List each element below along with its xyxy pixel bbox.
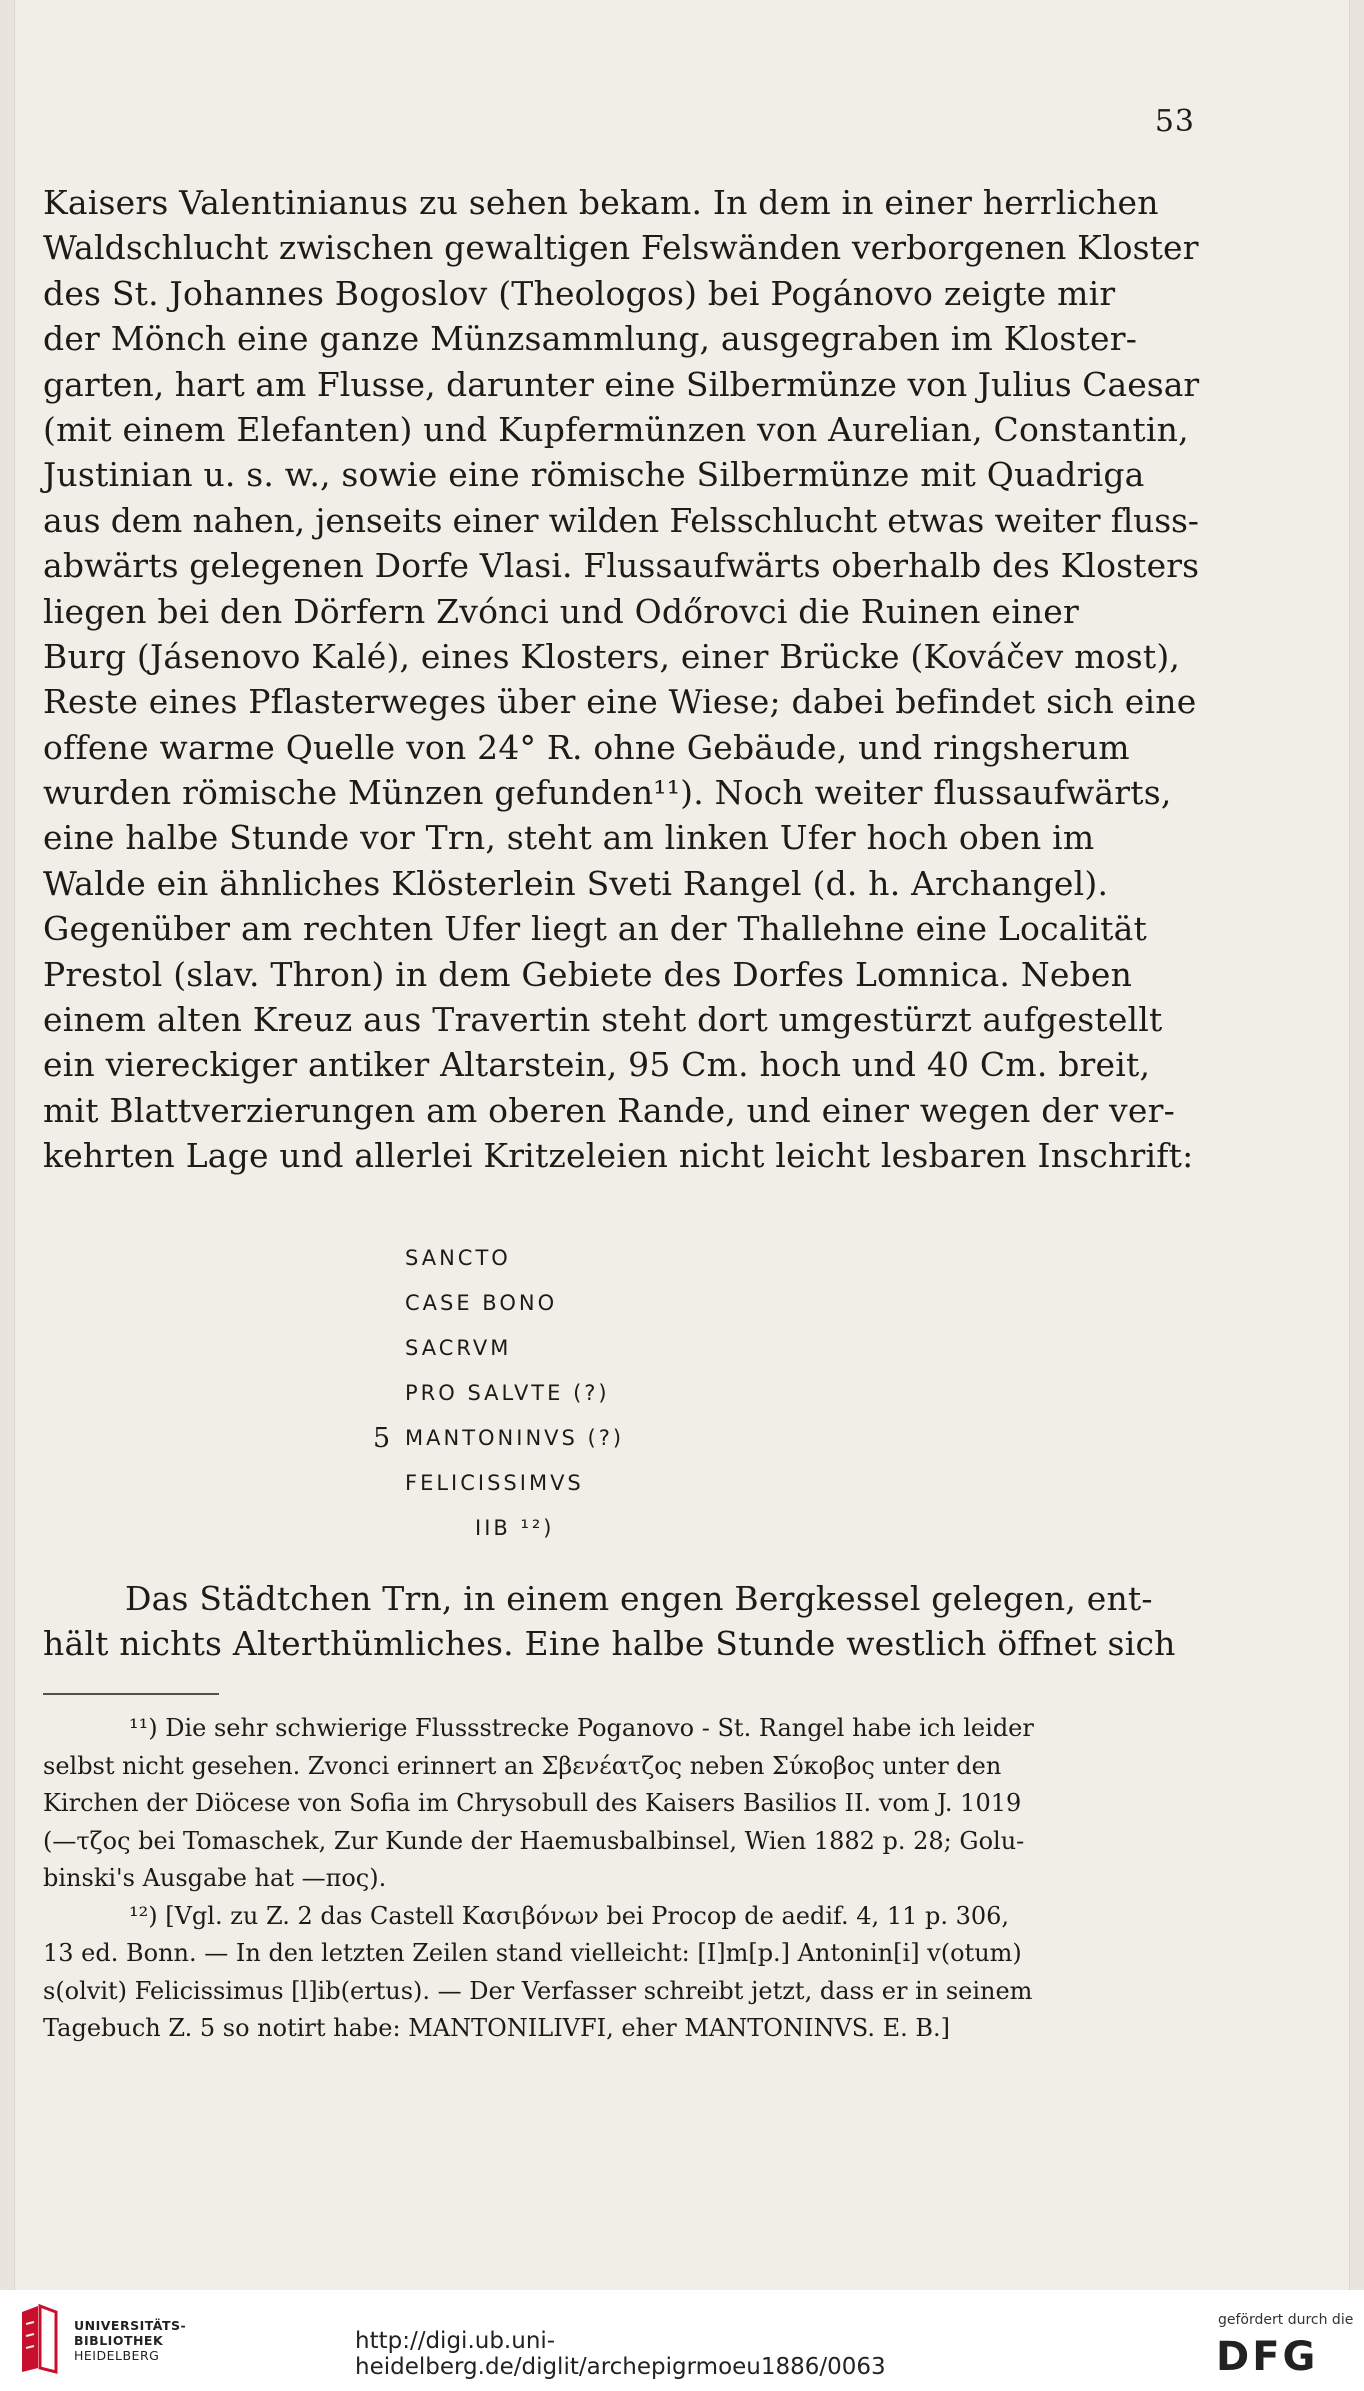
text-line: ein viereckiger antiker Altarstein, 95 Cm. hoch und 40 Cm. breit, (43, 1045, 1151, 1085)
footnote-divider (43, 1693, 219, 1695)
inscription-line (373, 1416, 805, 1461)
inscription-line (405, 1371, 805, 1416)
main-paragraph (43, 180, 1199, 1179)
footnote-line: 13 ed. Bonn. — In den letzten Zeilen stand vielleicht: [I]m[p.] Antonin[i] v(otum) (43, 1939, 1022, 1967)
inscription-line (405, 1281, 805, 1326)
logo-line: UNIVERSITÄTS- (74, 2318, 187, 2333)
second-paragraph (43, 1576, 1199, 1667)
text-line: der Mönch eine ganze Münzsammlung, ausgegraben im Kloster- (43, 319, 1138, 359)
footnote-line: s(olvit) Felicissimus [l]ib(ertus). — Der Verfasser schreibt jetzt, dass er in seinem (43, 1976, 1033, 2005)
page-number: 53 (1154, 104, 1195, 139)
inscription-block (373, 1236, 805, 1551)
text-line: eine halbe Stunde vor Trn, steht am linken Ufer hoch oben im (43, 818, 1095, 858)
text-line: aus dem nahen, jenseits einer wilden Felsschlucht etwas weiter fluss- (43, 500, 1199, 540)
inscription-line (405, 1326, 805, 1371)
text-line: garten, hart am Flusse, darunter eine Silbermünze von Julius Caesar (43, 364, 1200, 404)
inscription-text: SANCTO (405, 1246, 511, 1270)
text-line: des St. Johannes Bogoslov (Theologos) bei Pogánovo zeigte mir (43, 273, 1116, 313)
inscription-text: PRO SALVTE (?) (405, 1381, 610, 1405)
text-line: mit Blattverzierungen am oberen Rande, und einer wegen der ver- (43, 1090, 1175, 1130)
text-line: hält nichts Alterthümliches. Eine halbe Stunde westlich öffnet sich (43, 1624, 1176, 1664)
scanned-page (14, 0, 1350, 2290)
inscription-text: MANTONINVS (?) (405, 1426, 625, 1450)
inscription-text: IIB ¹²) (475, 1516, 555, 1540)
logo-line: BIBLIOTHEK (74, 2333, 164, 2348)
inscription-line (405, 1506, 805, 1551)
text-line: Gegenüber am rechten Ufer liegt an der Thallehne eine Localität (43, 909, 1147, 949)
inscription-text: FELICISSIMVS (405, 1471, 584, 1495)
text-line: Waldschlucht zwischen gewaltigen Felswänden verborgenen Kloster (43, 228, 1199, 268)
library-logo-icon (12, 2304, 64, 2374)
footer-bar (0, 2290, 1364, 2391)
footnote-line: ¹²) [Vgl. zu Z. 2 das Castell Κασιβόνων bei Procop de aedif. 4, 11 p. 306, (129, 1901, 1010, 1930)
text-line: Justinian u. s. w., sowie eine römische Silbermünze mit Quadriga (43, 455, 1145, 495)
text-line: Kaisers Valentinianus zu sehen bekam. In dem in einer herrlichen (43, 183, 1159, 222)
text-line: Burg (Jásenovo Kalé), eines Klosters, einer Brücke (Kováčev most), (43, 636, 1181, 676)
dfg-logo: DFG (1216, 2334, 1319, 2380)
text-line: Walde ein ähnliches Klösterlein Sveti Rangel (d. h. Archangel). (43, 863, 1109, 903)
footnote-line: binski's Ausgabe hat —πος). (43, 1864, 387, 1892)
text-line: einem alten Kreuz aus Travertin steht dort umgestürzt aufgestellt (43, 1000, 1163, 1040)
footnotes (43, 1710, 1199, 2048)
text-line: Prestol (slav. Thron) in dem Gebiete des Dorfes Lomnica. Neben (43, 954, 1133, 994)
footnote-line: (—τζος bei Tomaschek, Zur Kunde der Haemusbalbinsel, Wien 1882 p. 28; Golu- (43, 1826, 1025, 1855)
text-line: wurden römische Münzen gefunden¹¹). Noch weiter flussaufwärts, (43, 773, 1172, 813)
library-logo-text (74, 2318, 186, 2363)
footnote-line: ¹¹) Die sehr schwierige Flussstrecke Poganovo - St. Rangel habe ich leider (129, 1714, 1034, 1742)
inscription-line (405, 1236, 805, 1281)
footnote-line: Kirchen der Diöcese von Sofia im Chrysobull des Kaisers Basilios II. vom J. 1019 (43, 1789, 1022, 1817)
inscription-line (405, 1461, 805, 1506)
logo-line: HEIDELBERG (74, 2348, 160, 2363)
source-url-link[interactable]: http://digi.ub.uni-heidelberg.de/diglit/archepigrmoeu1886/0063 (355, 2328, 886, 2380)
text-line: liegen bei den Dörfern Zvónci und Odőrovci die Ruinen einer (43, 591, 1080, 631)
text-line: abwärts gelegenen Dorfe Vlasi. Flussaufwärts oberhalb des Klosters (43, 546, 1200, 586)
inscription-text: CASE BONO (405, 1291, 558, 1315)
text-line: Reste eines Pflasterweges über eine Wiese; dabei befindet sich eine (43, 682, 1197, 722)
inscription-text: SACRVM (405, 1336, 512, 1360)
text-line: Das Städtchen Trn, in einem engen Bergkessel gelegen, ent- (125, 1579, 1153, 1618)
footnote-line: selbst nicht gesehen. Zvonci erinnert an Σβενέατζος neben Σύκοβος unter den (43, 1751, 1002, 1780)
dfg-caption: gefördert durch die (1218, 2312, 1354, 2328)
text-line: (mit einem Elefanten) und Kupfermünzen von Aurelian, Constantin, (43, 409, 1189, 449)
line-number: 5 (373, 1423, 391, 1454)
text-line: offene warme Quelle von 24° R. ohne Gebäude, und ringsherum (43, 727, 1130, 767)
text-line: kehrten Lage und allerlei Kritzeleien nicht leicht lesbaren Inschrift: (43, 1136, 1194, 1176)
footnote-line: Tagebuch Z. 5 so notirt habe: MANTONILIVFI, eher MANTONINVS. E. B.] (43, 2014, 951, 2042)
